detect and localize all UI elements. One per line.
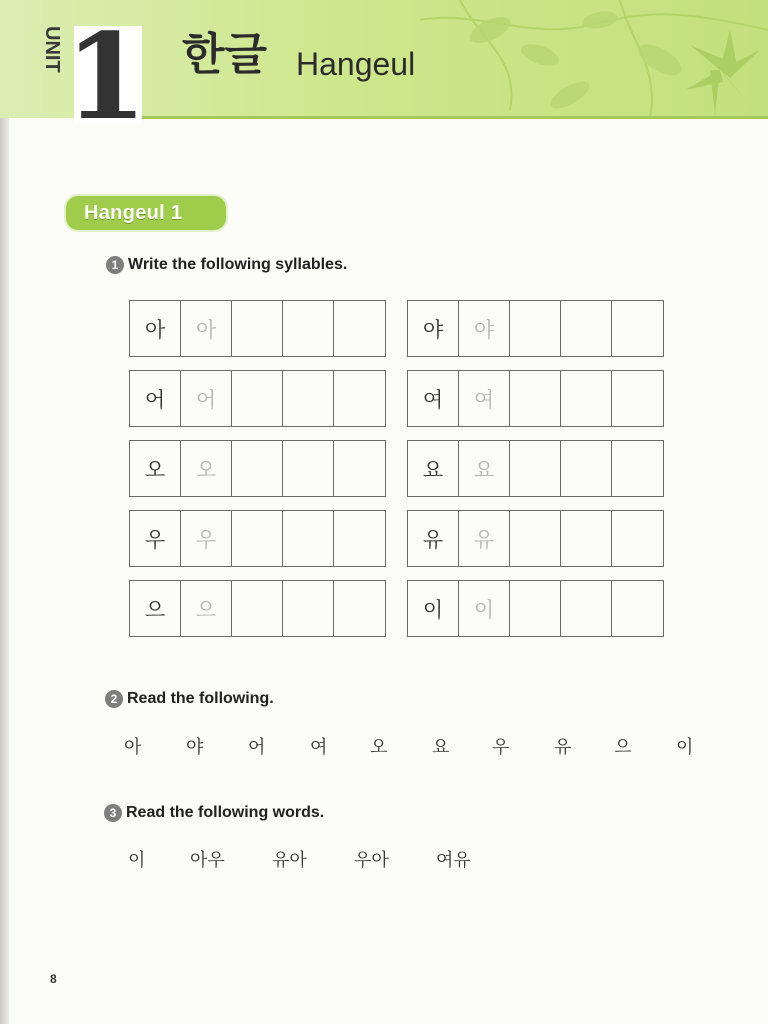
model-syllable: 이 <box>408 581 459 636</box>
unit-number <box>64 7 148 146</box>
blank-writing-box[interactable] <box>283 301 334 356</box>
unit-label-text: UNIT <box>41 26 63 73</box>
model-syllable: 요 <box>408 441 459 496</box>
blank-writing-box[interactable] <box>283 581 334 636</box>
practice-grid-left-3 <box>129 440 386 497</box>
exercise-2-instruction: Read the following. <box>127 690 274 707</box>
model-syllable: 어 <box>130 371 181 426</box>
trace-syllable: 오 <box>181 441 232 496</box>
read-word: 우아 <box>354 850 389 871</box>
trace-syllable: 여 <box>459 371 510 426</box>
blank-writing-box[interactable] <box>612 511 663 566</box>
blank-writing-box[interactable] <box>510 581 561 636</box>
blank-writing-box[interactable] <box>334 511 385 566</box>
trace-syllable: 어 <box>181 371 232 426</box>
blank-writing-box[interactable] <box>283 371 334 426</box>
title-english: Hangeul <box>296 46 416 82</box>
read-syllable: 으 <box>614 737 632 758</box>
blank-writing-box[interactable] <box>612 441 663 496</box>
read-word: 여유 <box>436 850 471 871</box>
read-syllable: 어 <box>248 737 266 758</box>
blank-writing-box[interactable] <box>232 581 283 636</box>
exercise-1-number: 1 <box>106 256 124 274</box>
blank-writing-box[interactable] <box>334 301 385 356</box>
model-syllable: 으 <box>130 581 181 636</box>
model-syllable: 오 <box>130 441 181 496</box>
read-word: 이 <box>128 850 146 871</box>
unit-number-text: 1 <box>64 7 148 146</box>
blank-writing-box[interactable] <box>232 441 283 496</box>
exercise-3-instruction: Read the following words. <box>126 804 325 821</box>
read-syllable: 요 <box>432 737 450 758</box>
page-binding <box>0 0 9 1024</box>
exercise-2-number: 2 <box>105 690 123 708</box>
exercise-3-number: 3 <box>104 804 122 822</box>
blank-writing-box[interactable] <box>561 581 612 636</box>
read-word: 아우 <box>190 850 225 871</box>
blank-writing-box[interactable] <box>334 581 385 636</box>
trace-syllable: 아 <box>181 301 232 356</box>
read-syllable: 야 <box>186 737 204 758</box>
blank-writing-box[interactable] <box>510 441 561 496</box>
trace-syllable: 우 <box>181 511 232 566</box>
practice-grid-right-2 <box>407 370 664 427</box>
model-syllable: 아 <box>130 301 181 356</box>
read-syllable: 여 <box>310 737 328 758</box>
blank-writing-box[interactable] <box>283 511 334 566</box>
practice-grid-right-1 <box>407 300 664 357</box>
blank-writing-box[interactable] <box>510 301 561 356</box>
title-korean: 한글 <box>182 29 268 80</box>
practice-grid-left-2 <box>129 370 386 427</box>
read-syllable-row <box>124 733 704 761</box>
read-syllable: 아 <box>124 737 142 758</box>
read-syllable: 오 <box>370 737 388 758</box>
trace-syllable: 으 <box>181 581 232 636</box>
blank-writing-box[interactable] <box>561 511 612 566</box>
blank-writing-box[interactable] <box>334 441 385 496</box>
section-badge: Hangeul 1 <box>66 196 226 230</box>
exercise-2-heading <box>105 690 274 708</box>
exercise-3-heading <box>104 804 324 822</box>
model-syllable: 우 <box>130 511 181 566</box>
trace-syllable: 요 <box>459 441 510 496</box>
blank-writing-box[interactable] <box>561 301 612 356</box>
blank-writing-box[interactable] <box>283 441 334 496</box>
practice-grid-left-4 <box>129 510 386 567</box>
blank-writing-box[interactable] <box>510 511 561 566</box>
practice-grid-left-5 <box>129 580 386 637</box>
blank-writing-box[interactable] <box>612 301 663 356</box>
page-number: 8 <box>50 972 57 986</box>
blank-writing-box[interactable] <box>510 371 561 426</box>
blank-writing-box[interactable] <box>334 371 385 426</box>
practice-grid-right-4 <box>407 510 664 567</box>
model-syllable: 유 <box>408 511 459 566</box>
header-rule <box>140 116 768 119</box>
blank-writing-box[interactable] <box>232 301 283 356</box>
read-syllable: 이 <box>676 737 694 758</box>
read-syllable: 우 <box>492 737 510 758</box>
trace-syllable: 이 <box>459 581 510 636</box>
practice-grid-left-1 <box>129 300 386 357</box>
trace-syllable: 유 <box>459 511 510 566</box>
blank-writing-box[interactable] <box>612 581 663 636</box>
trace-syllable: 야 <box>459 301 510 356</box>
blank-writing-box[interactable] <box>232 371 283 426</box>
blank-writing-box[interactable] <box>561 441 612 496</box>
read-word: 유아 <box>272 850 307 871</box>
exercise-1-heading <box>106 256 347 274</box>
floral-decoration <box>420 0 768 118</box>
exercise-1-instruction: Write the following syllables. <box>128 256 348 273</box>
blank-writing-box[interactable] <box>232 511 283 566</box>
model-syllable: 야 <box>408 301 459 356</box>
blank-writing-box[interactable] <box>612 371 663 426</box>
practice-grid-right-3 <box>407 440 664 497</box>
practice-grid-right-5 <box>407 580 664 637</box>
blank-writing-box[interactable] <box>561 371 612 426</box>
model-syllable: 여 <box>408 371 459 426</box>
read-syllable: 유 <box>554 737 572 758</box>
unit-label <box>28 22 63 102</box>
